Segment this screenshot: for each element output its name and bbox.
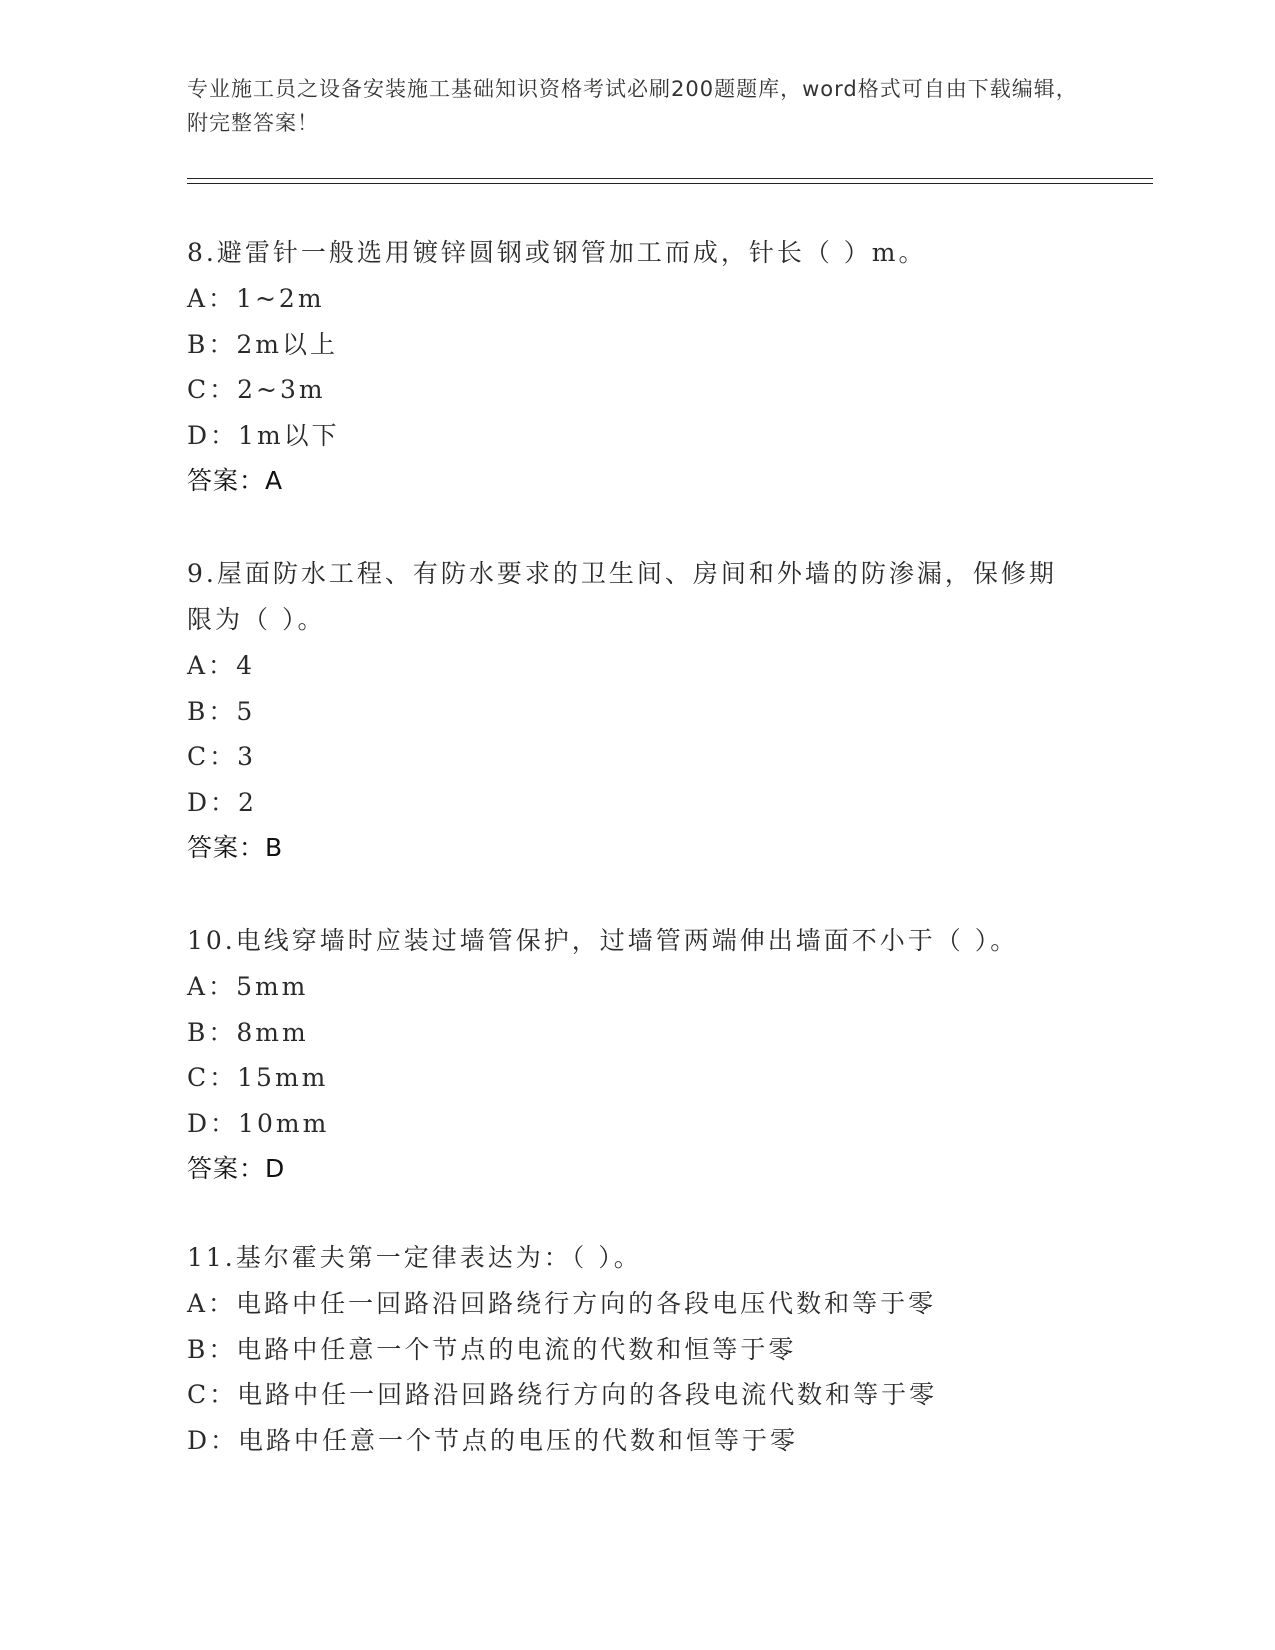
option-b	[187, 1010, 1087, 1056]
option-text: 8mm	[236, 1017, 309, 1047]
option-letter: D：	[187, 1108, 239, 1138]
option-a	[187, 276, 1087, 322]
option-letter: D：	[187, 787, 239, 817]
option-d	[187, 1101, 1087, 1147]
option-c	[187, 367, 1087, 413]
option-letter: B：	[187, 696, 237, 726]
answer-line: 答案：B	[187, 833, 284, 862]
question-11	[187, 1235, 1087, 1463]
option-letter: A：	[187, 284, 237, 313]
option-letter: B：	[187, 1017, 237, 1047]
option-text: 1~2m	[236, 284, 325, 313]
option-a	[187, 964, 1087, 1010]
option-a	[187, 643, 1087, 689]
header-divider-top	[187, 178, 1153, 179]
option-letter: C：	[187, 1380, 238, 1409]
option-text: 电路中任意一个节点的电压的代数和恒等于零	[238, 1425, 799, 1455]
question-9	[187, 551, 1087, 871]
option-d	[187, 780, 1087, 826]
question-text: 8.避雷针一般选用镀锌圆钢或钢管加工而成，针长（ ）m。	[187, 238, 927, 267]
option-text: 电路中任意一个节点的电流的代数和恒等于零	[236, 1334, 797, 1364]
option-letter: C：	[187, 742, 238, 771]
option-c	[187, 734, 1087, 780]
option-text: 4	[236, 651, 255, 680]
question-text: 10.电线穿墙时应装过墙管保护，过墙管两端伸出墙面不小于（ ）。	[187, 926, 1019, 955]
option-a	[187, 1281, 1087, 1327]
option-d	[187, 1418, 1087, 1464]
option-c	[187, 1372, 1087, 1418]
header-divider-bottom	[187, 183, 1153, 184]
option-letter: C：	[187, 1063, 238, 1092]
option-d	[187, 413, 1087, 459]
question-10	[187, 918, 1087, 1192]
option-text: 1m以下	[238, 420, 340, 450]
option-letter: A：	[187, 972, 237, 1001]
option-letter: B：	[187, 329, 237, 359]
option-text: 10mm	[238, 1108, 330, 1138]
question-text: 9.屋面防水工程、有防水要求的卫生间、房间和外墙的防渗漏，保修期限为（ ）。	[187, 559, 1057, 634]
option-letter: A：	[187, 1289, 237, 1318]
option-text: 15mm	[237, 1063, 329, 1092]
document-header	[187, 72, 1087, 140]
option-text: 5	[236, 696, 256, 726]
option-text: 3	[237, 742, 257, 771]
option-b	[187, 1327, 1087, 1373]
answer-line: 答案：A	[187, 466, 284, 495]
option-text: 电路中任一回路沿回路绕行方向的各段电流代数和等于零	[237, 1380, 938, 1409]
option-letter: B：	[187, 1334, 237, 1364]
option-letter: D：	[187, 1425, 239, 1455]
option-c	[187, 1055, 1087, 1101]
header-title: 专业施工员之设备安装施工基础知识资格考试必刷200题题库，word格式可自由下载编辑，附完整答案！	[187, 77, 1078, 135]
option-letter: C：	[187, 375, 238, 404]
option-letter: D：	[187, 420, 239, 450]
option-text: 2	[238, 787, 257, 817]
question-8	[187, 230, 1087, 504]
option-b	[187, 689, 1087, 735]
option-text: 2~3m	[237, 375, 326, 404]
option-letter: A：	[187, 651, 237, 680]
option-text: 2m以上	[236, 329, 338, 359]
option-text: 电路中任一回路沿回路绕行方向的各段电压代数和等于零	[236, 1289, 937, 1318]
question-text: 11.基尔霍夫第一定律表达为：（ ）。	[187, 1243, 642, 1272]
option-text: 5mm	[236, 972, 309, 1001]
answer-line: 答案：D	[187, 1154, 286, 1183]
option-b	[187, 322, 1087, 368]
